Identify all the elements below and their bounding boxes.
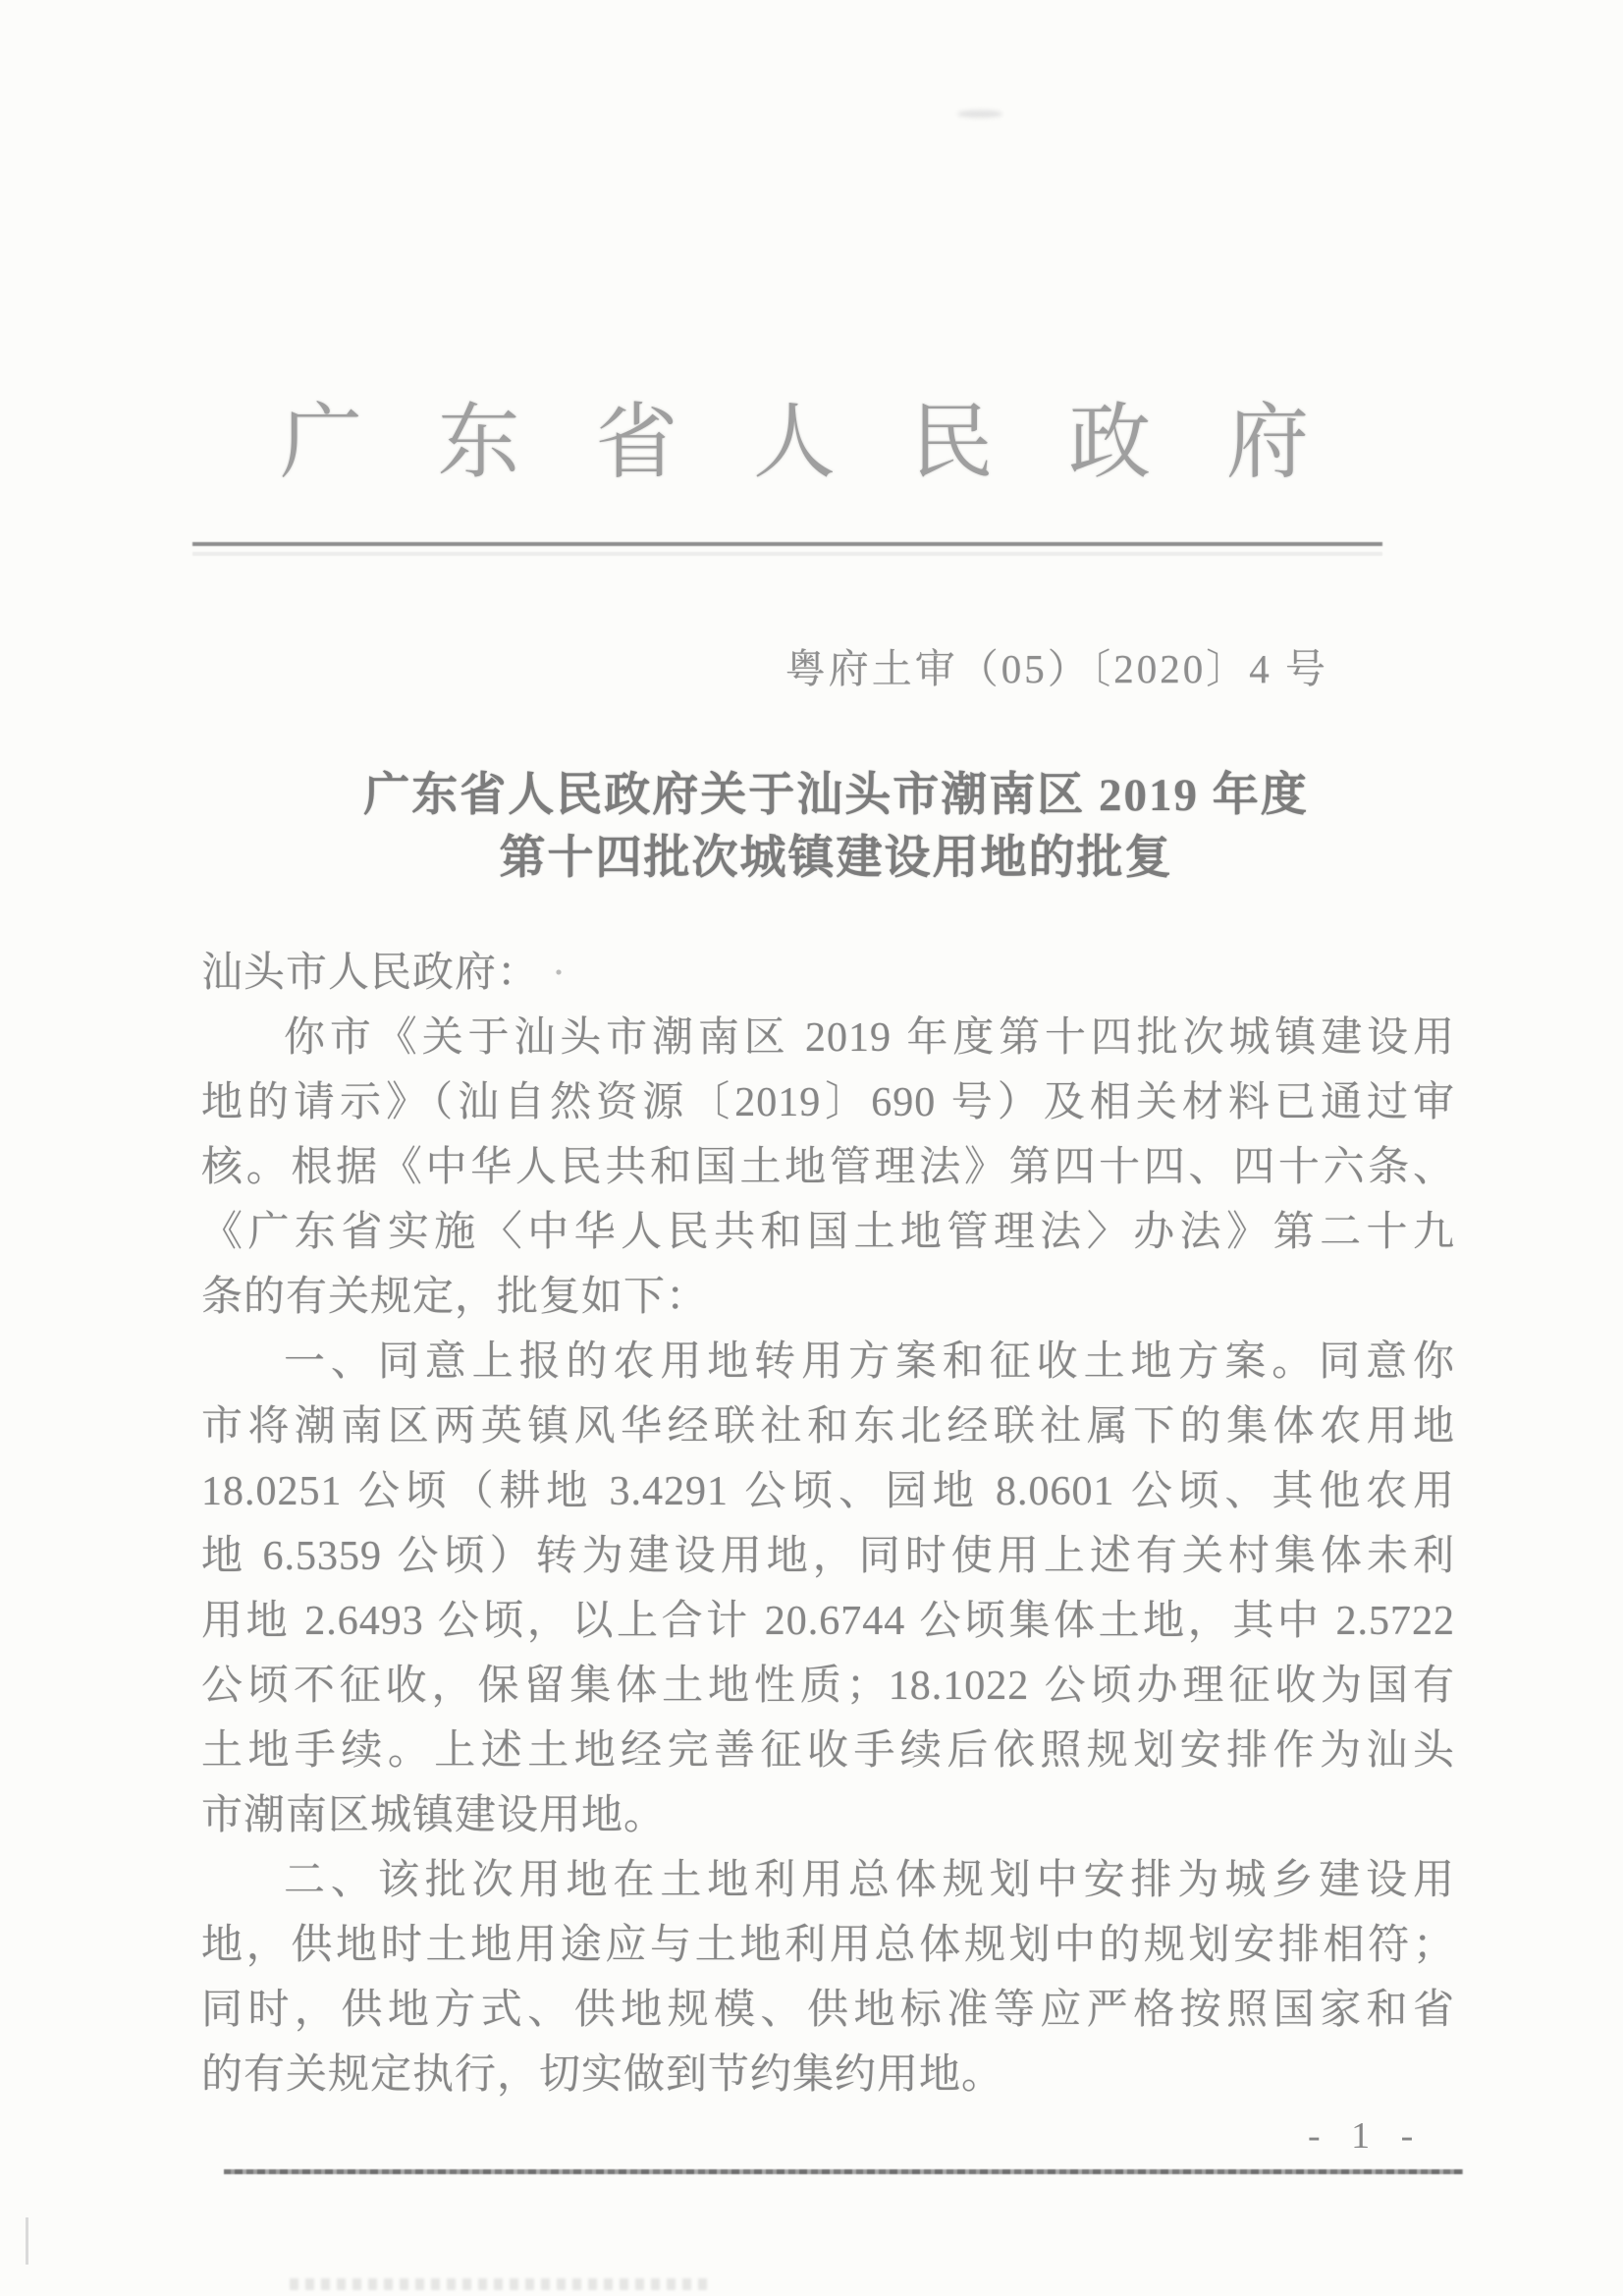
body-line: 地的请示》（汕自然资源〔2019〕690 号）及相关材料已通过审 bbox=[201, 1080, 1455, 1125]
salutation-text: 汕头市人民政府： bbox=[201, 951, 519, 996]
body-line: 《广东省实施〈中华人民共和国土地管理法〉办法》第二十九 bbox=[201, 1210, 1455, 1255]
body-line: 核。根据《中华人民共和国土地管理法》第四十四、四十六条、 bbox=[201, 1145, 1455, 1190]
body-line: 你市《关于汕头市潮南区 2019 年度第十四批次城镇建设用 bbox=[284, 1015, 1455, 1061]
scan-bleedthrough bbox=[290, 2278, 712, 2290]
document-title bbox=[49, 764, 1623, 890]
body-line: 公顷不征收，保留集体土地性质；18.1022 公顷办理征收为国有 bbox=[201, 1664, 1455, 1709]
body-line: 地 6.5359 公顷）转为建设用地，同时使用上述有关村集体未利 bbox=[201, 1534, 1455, 1579]
page-number: - 1 - bbox=[1308, 2115, 1414, 2157]
body-line: 市潮南区城镇建设用地。 bbox=[201, 1793, 667, 1838]
body-line: 的有关规定执行，切实做到节约集约用地。 bbox=[201, 2052, 1004, 2098]
body-line: 一、同意上报的农用地转用方案和征收土地方案。同意你 bbox=[284, 1339, 1455, 1385]
salutation-stray-dot: · bbox=[552, 951, 568, 996]
document-body bbox=[201, 941, 1455, 2107]
letterhead-char: 民 bbox=[910, 398, 994, 489]
document-number: 粤府土审（05）〔2020〕4 号 bbox=[784, 646, 1328, 691]
letterhead-char: 人 bbox=[752, 398, 836, 489]
scan-smudge bbox=[957, 110, 1002, 118]
footer-rule bbox=[224, 2169, 1463, 2174]
letterhead-char: 省 bbox=[595, 398, 678, 489]
body-line: 18.0251 公顷（耕地 3.4291 公顷、园地 8.0601 公顷、其他农用 bbox=[201, 1469, 1455, 1514]
letterhead-char: 广 bbox=[280, 398, 363, 489]
letterhead bbox=[280, 393, 1309, 495]
body-line: 同时，供地方式、供地规模、供地标准等应严格按照国家和省 bbox=[201, 1988, 1455, 2033]
letterhead-divider-line bbox=[192, 542, 1382, 546]
document-title-line2: 第十四批次城镇建设用地的批复 bbox=[499, 833, 1173, 884]
body-line: 条的有关规定，批复如下： bbox=[201, 1275, 709, 1320]
letterhead-char: 东 bbox=[437, 398, 520, 489]
body-line: 地，供地时土地用途应与土地利用总体规划中的规划安排相符； bbox=[201, 1923, 1455, 1968]
letterhead-char: 政 bbox=[1068, 398, 1152, 489]
salutation bbox=[201, 941, 1455, 1006]
body-line: 用地 2.6493 公顷，以上合计 20.6744 公顷集体土地，其中 2.5722 bbox=[201, 1599, 1455, 1644]
body-line: 市将潮南区两英镇风华经联社和东北经联社属下的集体农用地 bbox=[201, 1404, 1455, 1449]
body-paragraphs bbox=[201, 1006, 1455, 2107]
scan-edge-mark bbox=[26, 2217, 28, 2265]
letterhead-char: 府 bbox=[1225, 398, 1309, 489]
body-line: 二、该批次用地在土地利用总体规划中安排为城乡建设用 bbox=[284, 1858, 1455, 1903]
body-line: 土地手续。上述土地经完善征收手续后依照规划安排作为汕头 bbox=[201, 1728, 1455, 1774]
document-title-line1: 广东省人民政府关于汕头市潮南区 2019 年度 bbox=[363, 770, 1309, 821]
